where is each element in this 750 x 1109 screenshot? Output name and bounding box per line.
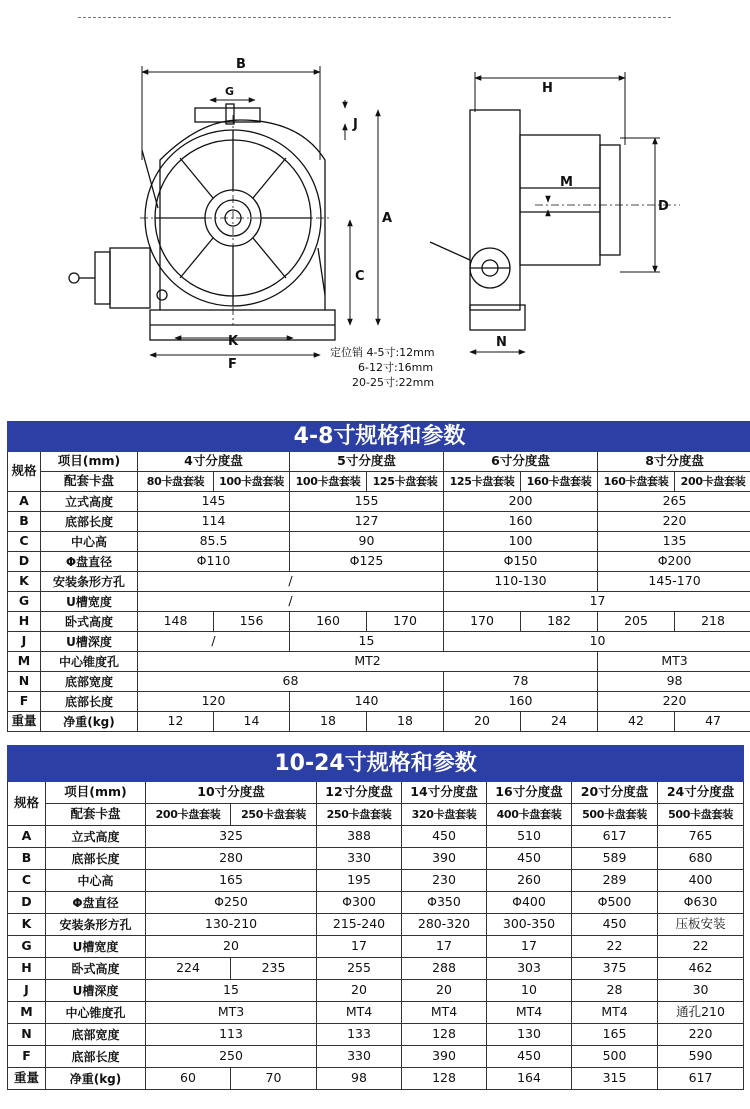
pin-note-3: 20-25寸:22mm: [352, 376, 435, 389]
row-code: B: [8, 512, 41, 532]
svg-text:G: G: [225, 85, 235, 98]
chuck-cell: 250卡盘套装: [231, 804, 317, 826]
value-cell: 265: [598, 492, 750, 512]
value-cell: 148: [138, 612, 214, 632]
value-cell: 200: [444, 492, 598, 512]
table-row: [8, 712, 750, 732]
value-cell: 90: [290, 532, 444, 552]
value-cell: 128: [402, 1068, 487, 1090]
row-name: U槽宽度: [41, 592, 138, 612]
group-header: 12寸分度盘: [317, 782, 402, 804]
svg-text:F: F: [228, 357, 237, 372]
table-row: [8, 848, 744, 870]
row-name: 底部宽度: [46, 1024, 146, 1046]
row-name: Φ盘直径: [41, 552, 138, 572]
value-cell: 130: [487, 1024, 572, 1046]
chuck-cell: 320卡盘套装: [402, 804, 487, 826]
svg-text:M: M: [560, 175, 573, 190]
table-row: [8, 672, 750, 692]
table-row: [8, 980, 744, 1002]
value-cell: 765: [658, 826, 744, 848]
value-cell: 100: [444, 532, 598, 552]
chuck-cell: 500卡盘套装: [572, 804, 658, 826]
row-code: J: [8, 632, 41, 652]
value-cell: 120: [138, 692, 290, 712]
spec-label: 规格: [8, 452, 41, 492]
value-cell: MT2: [138, 652, 598, 672]
value-cell: 390: [402, 1046, 487, 1068]
table-row: [8, 652, 750, 672]
table-row: [8, 1068, 744, 1090]
value-cell: 330: [317, 848, 402, 870]
value-cell: /: [138, 592, 444, 612]
row-name: Φ盘直径: [46, 892, 146, 914]
value-cell: /: [138, 632, 290, 652]
value-cell: 47: [675, 712, 750, 732]
row-code: J: [8, 980, 46, 1002]
table-row: [8, 552, 750, 572]
row-name: 中心锥度孔: [46, 1002, 146, 1024]
svg-text:B: B: [236, 57, 246, 72]
row-name: 底部长度: [41, 692, 138, 712]
row-name: 净重(kg): [46, 1068, 146, 1090]
value-cell: 230: [402, 870, 487, 892]
value-cell: 18: [367, 712, 444, 732]
spec-table-10-24: [7, 745, 744, 1090]
svg-text:N: N: [496, 335, 507, 350]
table-row: [8, 632, 750, 652]
value-cell: 220: [598, 692, 750, 712]
row-code: D: [8, 552, 41, 572]
table-row: [8, 958, 744, 980]
value-cell: 10: [487, 980, 572, 1002]
value-cell: 12: [138, 712, 214, 732]
value-cell: 24: [521, 712, 598, 732]
row-name: 中心锥度孔: [41, 652, 138, 672]
value-cell: 160: [444, 692, 598, 712]
value-cell: 20: [146, 936, 317, 958]
spec-table-4-8: [7, 421, 750, 732]
value-cell: MT3: [598, 652, 750, 672]
value-cell: 133: [317, 1024, 402, 1046]
svg-text:C: C: [355, 269, 365, 284]
svg-text:J: J: [353, 117, 358, 132]
svg-text:H: H: [542, 81, 553, 96]
value-cell: 182: [521, 612, 598, 632]
value-cell: 17: [317, 936, 402, 958]
value-cell: Φ125: [290, 552, 444, 572]
table-row: [8, 532, 750, 552]
value-cell: 22: [572, 936, 658, 958]
value-cell: 289: [572, 870, 658, 892]
value-cell: 235: [231, 958, 317, 980]
row-code: 重量: [8, 1068, 46, 1090]
svg-text:K: K: [228, 334, 239, 349]
row-code: H: [8, 612, 41, 632]
value-cell: Φ500: [572, 892, 658, 914]
chuck-cell: 80卡盘套装: [138, 472, 214, 492]
value-cell: 195: [317, 870, 402, 892]
value-cell: 170: [444, 612, 521, 632]
value-cell: /: [138, 572, 444, 592]
row-code: G: [8, 936, 46, 958]
group-header: 20寸分度盘: [572, 782, 658, 804]
value-cell: 220: [658, 1024, 744, 1046]
row-name: 底部长度: [46, 848, 146, 870]
chuck-cell: 160卡盘套装: [521, 472, 598, 492]
row-code: B: [8, 848, 46, 870]
value-cell: 70: [231, 1068, 317, 1090]
value-cell: 60: [146, 1068, 231, 1090]
value-cell: Φ150: [444, 552, 598, 572]
value-cell: 375: [572, 958, 658, 980]
value-cell: 78: [444, 672, 598, 692]
row-name: U槽宽度: [46, 936, 146, 958]
value-cell: 215-240: [317, 914, 402, 936]
value-cell: 17: [402, 936, 487, 958]
row-code: C: [8, 870, 46, 892]
value-cell: 255: [317, 958, 402, 980]
value-cell: 14: [214, 712, 290, 732]
row-code: A: [8, 492, 41, 512]
pin-note-1: 定位销 4-5寸:12mm: [330, 346, 435, 359]
row-code: H: [8, 958, 46, 980]
row-name: 底部宽度: [41, 672, 138, 692]
table-title: 10-24寸规格和参数: [8, 746, 744, 782]
value-cell: 28: [572, 980, 658, 1002]
value-cell: MT4: [572, 1002, 658, 1024]
table-row: [8, 914, 744, 936]
value-cell: 400: [658, 870, 744, 892]
group-header: 16寸分度盘: [487, 782, 572, 804]
top-dashed-divider: [78, 17, 671, 18]
value-cell: 315: [572, 1068, 658, 1090]
row-code: K: [8, 914, 46, 936]
chuck-cell: 400卡盘套装: [487, 804, 572, 826]
table-row: [8, 492, 750, 512]
value-cell: 300-350: [487, 914, 572, 936]
svg-text:D: D: [658, 199, 669, 214]
chuck-cell: 250卡盘套装: [317, 804, 402, 826]
table-row: [8, 1024, 744, 1046]
table-title: 4-8寸规格和参数: [8, 422, 750, 452]
value-cell: 113: [146, 1024, 317, 1046]
row-name: 卧式高度: [46, 958, 146, 980]
table-row: [8, 826, 744, 848]
group-header: 24寸分度盘: [658, 782, 744, 804]
table-row: [8, 592, 750, 612]
group-header: 6寸分度盘: [444, 452, 598, 472]
row-name: 中心高: [41, 532, 138, 552]
value-cell: Φ300: [317, 892, 402, 914]
value-cell: 110-130: [444, 572, 598, 592]
value-cell: 288: [402, 958, 487, 980]
value-cell: 98: [317, 1068, 402, 1090]
group-header: 4寸分度盘: [138, 452, 290, 472]
chuck-cell: 200卡盘套装: [675, 472, 750, 492]
table-row: [8, 892, 744, 914]
row-code: M: [8, 1002, 46, 1024]
spec-label: 规格: [8, 782, 46, 826]
value-cell: 280-320: [402, 914, 487, 936]
rotary-table-drawing: [0, 20, 750, 400]
item-label: 项目(mm): [41, 452, 138, 472]
value-cell: 20: [444, 712, 521, 732]
value-cell: 617: [572, 826, 658, 848]
value-cell: 135: [598, 532, 750, 552]
value-cell: Φ250: [146, 892, 317, 914]
row-code: N: [8, 1024, 46, 1046]
value-cell: 205: [598, 612, 675, 632]
row-code: G: [8, 592, 41, 612]
value-cell: MT4: [317, 1002, 402, 1024]
value-cell: 30: [658, 980, 744, 1002]
row-name: 安装条形方孔: [46, 914, 146, 936]
value-cell: 462: [658, 958, 744, 980]
chuck-cell: 125卡盘套装: [367, 472, 444, 492]
chuck-cell: 160卡盘套装: [598, 472, 675, 492]
value-cell: 通孔210: [658, 1002, 744, 1024]
row-name: U槽深度: [41, 632, 138, 652]
value-cell: 155: [290, 492, 444, 512]
row-code: 重量: [8, 712, 41, 732]
value-cell: Φ110: [138, 552, 290, 572]
value-cell: 156: [214, 612, 290, 632]
value-cell: 590: [658, 1046, 744, 1068]
table-row: [8, 612, 750, 632]
value-cell: 303: [487, 958, 572, 980]
value-cell: 17: [487, 936, 572, 958]
value-cell: 128: [402, 1024, 487, 1046]
row-name: 立式高度: [41, 492, 138, 512]
table-row: [8, 1002, 744, 1024]
value-cell: 20: [317, 980, 402, 1002]
value-cell: Φ350: [402, 892, 487, 914]
value-cell: 140: [290, 692, 444, 712]
value-cell: 压板安装: [658, 914, 744, 936]
value-cell: 260: [487, 870, 572, 892]
value-cell: 127: [290, 512, 444, 532]
value-cell: 330: [317, 1046, 402, 1068]
group-header: 10寸分度盘: [146, 782, 317, 804]
row-name: U槽深度: [46, 980, 146, 1002]
row-code: F: [8, 692, 41, 712]
value-cell: 164: [487, 1068, 572, 1090]
row-code: A: [8, 826, 46, 848]
row-name: 中心高: [46, 870, 146, 892]
table-row: [8, 870, 744, 892]
value-cell: 160: [444, 512, 598, 532]
value-cell: 145-170: [598, 572, 750, 592]
chuck-label: 配套卡盘: [41, 472, 138, 492]
row-code: D: [8, 892, 46, 914]
value-cell: 15: [146, 980, 317, 1002]
row-code: M: [8, 652, 41, 672]
front-view: [69, 104, 335, 340]
value-cell: 680: [658, 848, 744, 870]
value-cell: 450: [572, 914, 658, 936]
value-cell: 450: [487, 848, 572, 870]
table-row: [8, 692, 750, 712]
table-row: [8, 936, 744, 958]
value-cell: 510: [487, 826, 572, 848]
table-row: [8, 512, 750, 532]
chuck-cell: 100卡盘套装: [214, 472, 290, 492]
chuck-cell: 125卡盘套装: [444, 472, 521, 492]
value-cell: Φ630: [658, 892, 744, 914]
value-cell: 17: [444, 592, 750, 612]
value-cell: 390: [402, 848, 487, 870]
chuck-label: 配套卡盘: [46, 804, 146, 826]
value-cell: 450: [487, 1046, 572, 1068]
group-header: 5寸分度盘: [290, 452, 444, 472]
group-header: 14寸分度盘: [402, 782, 487, 804]
row-name: 立式高度: [46, 826, 146, 848]
value-cell: 98: [598, 672, 750, 692]
row-name: 卧式高度: [41, 612, 138, 632]
row-name: 安装条形方孔: [41, 572, 138, 592]
chuck-cell: 500卡盘套装: [658, 804, 744, 826]
value-cell: MT4: [402, 1002, 487, 1024]
row-name: 底部长度: [41, 512, 138, 532]
value-cell: 280: [146, 848, 317, 870]
row-code: K: [8, 572, 41, 592]
value-cell: 165: [572, 1024, 658, 1046]
value-cell: 20: [402, 980, 487, 1002]
value-cell: 500: [572, 1046, 658, 1068]
value-cell: 85.5: [138, 532, 290, 552]
group-header: 8寸分度盘: [598, 452, 750, 472]
value-cell: 450: [402, 826, 487, 848]
value-cell: 224: [146, 958, 231, 980]
chuck-cell: 200卡盘套装: [146, 804, 231, 826]
value-cell: 250: [146, 1046, 317, 1068]
value-cell: 10: [444, 632, 750, 652]
table-row: [8, 1046, 744, 1068]
table-row: [8, 572, 750, 592]
value-cell: 165: [146, 870, 317, 892]
row-name: 底部长度: [46, 1046, 146, 1068]
value-cell: Φ400: [487, 892, 572, 914]
value-cell: MT4: [487, 1002, 572, 1024]
side-view: [430, 110, 680, 330]
item-label: 项目(mm): [46, 782, 146, 804]
value-cell: 617: [658, 1068, 744, 1090]
value-cell: 160: [290, 612, 367, 632]
value-cell: MT3: [146, 1002, 317, 1024]
value-cell: 42: [598, 712, 675, 732]
row-code: N: [8, 672, 41, 692]
value-cell: Φ200: [598, 552, 750, 572]
row-name: 净重(kg): [41, 712, 138, 732]
value-cell: 15: [290, 632, 444, 652]
value-cell: 218: [675, 612, 750, 632]
value-cell: 325: [146, 826, 317, 848]
value-cell: 130-210: [146, 914, 317, 936]
value-cell: 68: [138, 672, 444, 692]
value-cell: 18: [290, 712, 367, 732]
value-cell: 170: [367, 612, 444, 632]
row-code: F: [8, 1046, 46, 1068]
value-cell: 145: [138, 492, 290, 512]
chuck-cell: 100卡盘套装: [290, 472, 367, 492]
value-cell: 114: [138, 512, 290, 532]
value-cell: 388: [317, 826, 402, 848]
row-code: C: [8, 532, 41, 552]
svg-text:A: A: [382, 211, 393, 226]
value-cell: 22: [658, 936, 744, 958]
value-cell: 220: [598, 512, 750, 532]
pin-note-2: 6-12寸:16mm: [358, 361, 434, 374]
value-cell: 589: [572, 848, 658, 870]
